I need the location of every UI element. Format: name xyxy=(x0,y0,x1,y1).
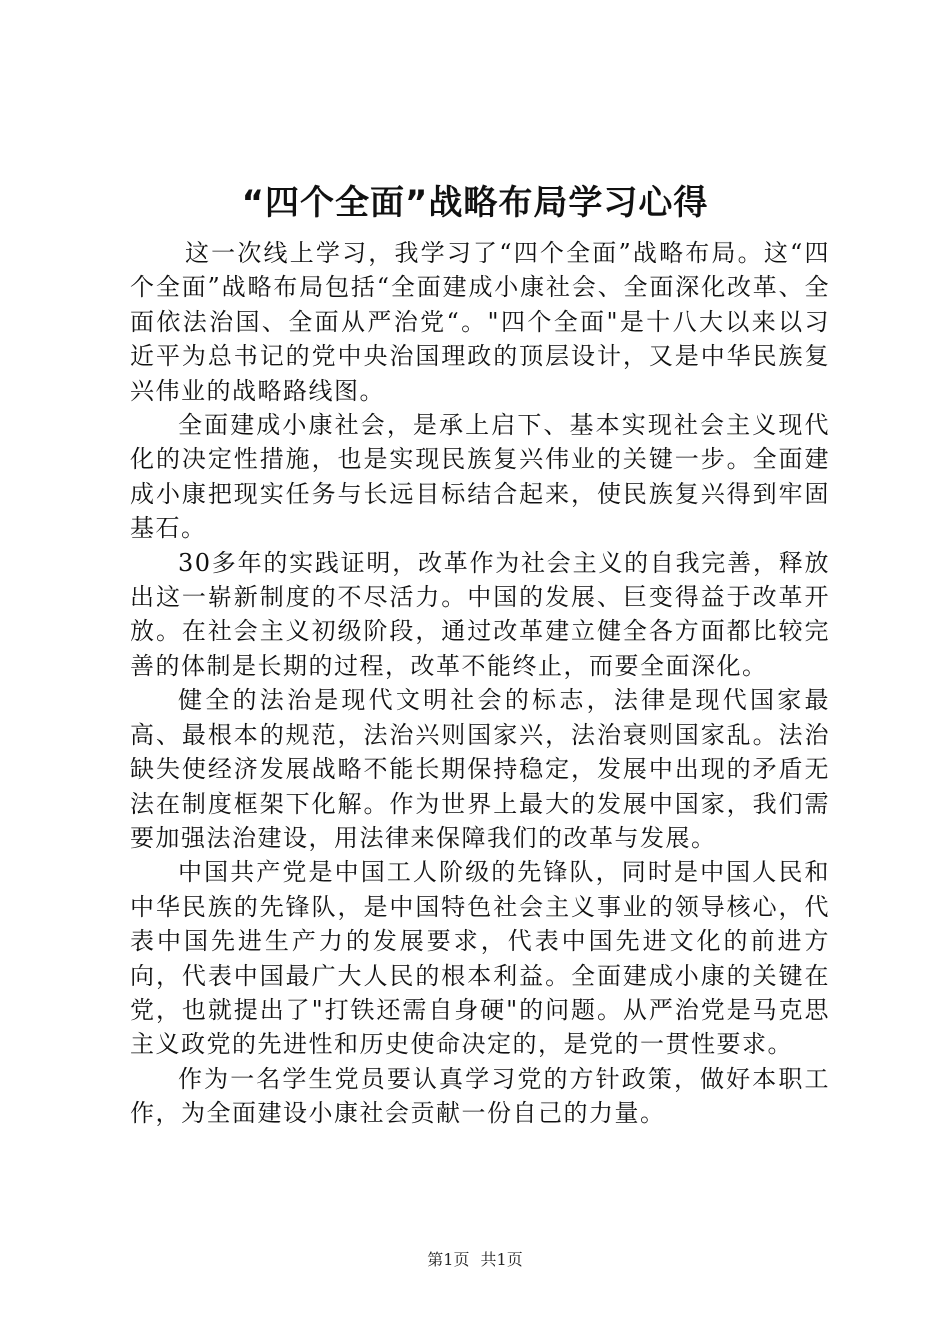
document-body xyxy=(130,236,830,1131)
paragraph-3: 30多年的实践证明，改革作为社会主义的自我完善，释放出这一崭新制度的不尽活力。中国的发展、巨变得益于改革开放。在社会主义初级阶段，通过改革建立健全各方面都比较完善的体制是长期的过程，改革不能终止，而要全面深化。 xyxy=(130,548,830,680)
paragraph-6: 作为一名学生党员要认真学习党的方针政策，做好本职工作，为全面建设小康社会贡献一份自己的力量。 xyxy=(130,1064,830,1128)
page-footer xyxy=(0,1247,950,1270)
page-number: 第1页 xyxy=(427,1250,470,1269)
page-total: 共1页 xyxy=(480,1250,523,1269)
paragraph-2: 全面建成小康社会，是承上启下、基本实现社会主义现代化的决定性措施，也是实现民族复兴伟业的关键一步。全面建成小康把现实任务与长远目标结合起来，使民族复兴得到牢固基石。 xyxy=(130,411,830,543)
document-title: “四个全面”战略布局学习心得 xyxy=(241,183,709,223)
paragraph-4: 健全的法治是现代文明社会的标志，法律是现代国家最高、最根本的规范，法治兴则国家兴，法治衰则国家乱。法治缺失使经济发展战略不能长期保持稳定，发展中出现的矛盾无法在制度框架下化解。作为世界上最大的发展中国家，我们需要加强法治建设，用法律来保障我们的改革与发展。 xyxy=(130,686,830,852)
paragraph-5: 中国共产党是中国工人阶级的先锋队，同时是中国人民和中华民族的先锋队，是中国特色社会主义事业的领导核心，代表中国先进生产力的发展要求，代表中国先进文化的前进方向，代表中国最广大人民的根本利益。全面建成小康的关键在党，也就提出了"打铁还需自身硬"的问题。从严治党是马克思主义政党的先进性和历史使命决定的，是党的一贯性要求。 xyxy=(130,858,830,1059)
paragraph-1: 这一次线上学习，我学习了“四个全面”战略布局。这“四个全面”战略布局包括“全面建成小康社会、全面深化改革、全面依法治国、全面从严治党“。"四个全面"是十八大以来以习近平为总书记的党中央治国理政的顶层设计，又是中华民族复兴伟业的战略路线图。 xyxy=(130,239,830,405)
